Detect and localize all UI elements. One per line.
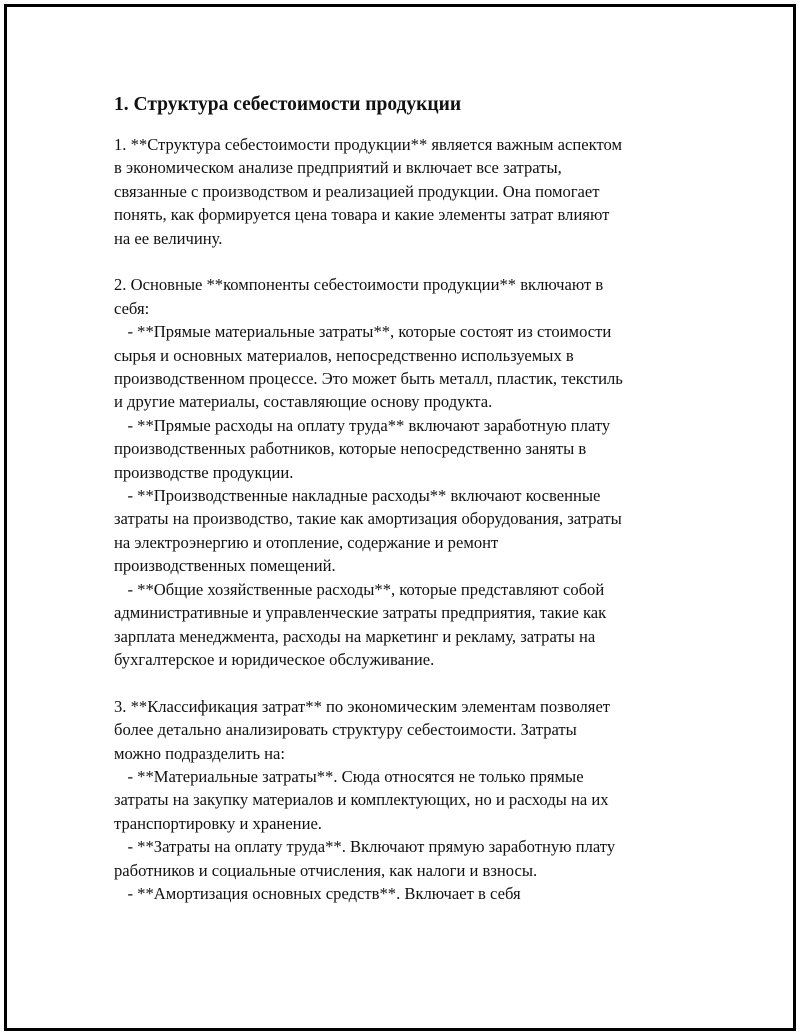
text-line: - **Общие хозяйственные расходы**, которые представляют собой bbox=[127, 579, 605, 599]
paragraph-container bbox=[114, 133, 704, 905]
text-line: - **Прямые материальные затраты**, которые состоят из стоимости bbox=[127, 322, 612, 342]
text-line: - **Амортизация основных средств**. Включает в себя bbox=[127, 883, 521, 903]
text-line: производственном процессе. Это может быть металл, пластик, текстиль bbox=[114, 369, 623, 389]
text-line: 2. Основные **компоненты себестоимости продукции** включают в bbox=[114, 275, 604, 295]
text-line: - **Производственные накладные расходы** включают косвенные bbox=[127, 486, 601, 506]
text-line: себя: bbox=[114, 298, 150, 318]
text-line: сырья и основных материалов, непосредственно используемых в bbox=[114, 345, 574, 365]
text-line: на электроэнергию и отопление, содержание и ремонт bbox=[114, 532, 499, 552]
paragraph bbox=[114, 133, 704, 250]
text-line: - **Материальные затраты**. Сюда относятся не только прямые bbox=[127, 766, 584, 786]
text-line: транспортировку и хранение. bbox=[114, 813, 322, 833]
text-line: зарплата менеджмента, расходы на маркетинг и рекламу, затраты на bbox=[114, 626, 596, 646]
text-line: затраты на производство, такие как амортизация оборудования, затраты bbox=[114, 509, 622, 529]
paragraph bbox=[114, 273, 704, 671]
text-line: производственных помещений. bbox=[114, 556, 336, 576]
text-line: 1. **Структура себестоимости продукции** является важным аспектом bbox=[114, 135, 622, 154]
text-line: и другие материалы, составляющие основу продукта. bbox=[114, 392, 493, 412]
text-line: производственных работников, которые непосредственно заняты в bbox=[114, 439, 587, 459]
text-line: работников и социальные отчисления, как налоги и взносы. bbox=[114, 860, 538, 880]
text-line: в экономическом анализе предприятий и включает все затраты, bbox=[114, 158, 562, 178]
text-line: - **Затраты на оплату труда**. Включают прямую заработную плату bbox=[127, 837, 616, 857]
text-line: - **Прямые расходы на оплату труда** включают заработную плату bbox=[127, 415, 611, 435]
text-line: административные и управленческие затраты предприятия, такие как bbox=[114, 603, 607, 623]
text-line: производстве продукции. bbox=[114, 462, 294, 482]
text-line: понять, как формируется цена товара и какие элементы затрат влияют bbox=[114, 205, 610, 225]
text-line: на ее величину. bbox=[114, 228, 223, 248]
text-line: связанные с производством и реализацией продукции. Она помогает bbox=[114, 181, 600, 201]
document-body bbox=[114, 92, 704, 905]
paragraph bbox=[114, 695, 704, 906]
text-line: более детально анализировать структуру себестоимости. Затраты bbox=[114, 720, 577, 740]
document-title: 1. Структура себестоимости продукции bbox=[114, 94, 462, 115]
text-line: 3. **Классификация затрат** по экономическим элементам позволяет bbox=[114, 696, 611, 716]
text-line: бухгалтерское и юридическое обслуживание. bbox=[114, 649, 435, 669]
text-line: можно подразделить на: bbox=[114, 743, 286, 763]
text-line: затраты на закупку материалов и комплектующих, но и расходы на их bbox=[114, 790, 609, 810]
